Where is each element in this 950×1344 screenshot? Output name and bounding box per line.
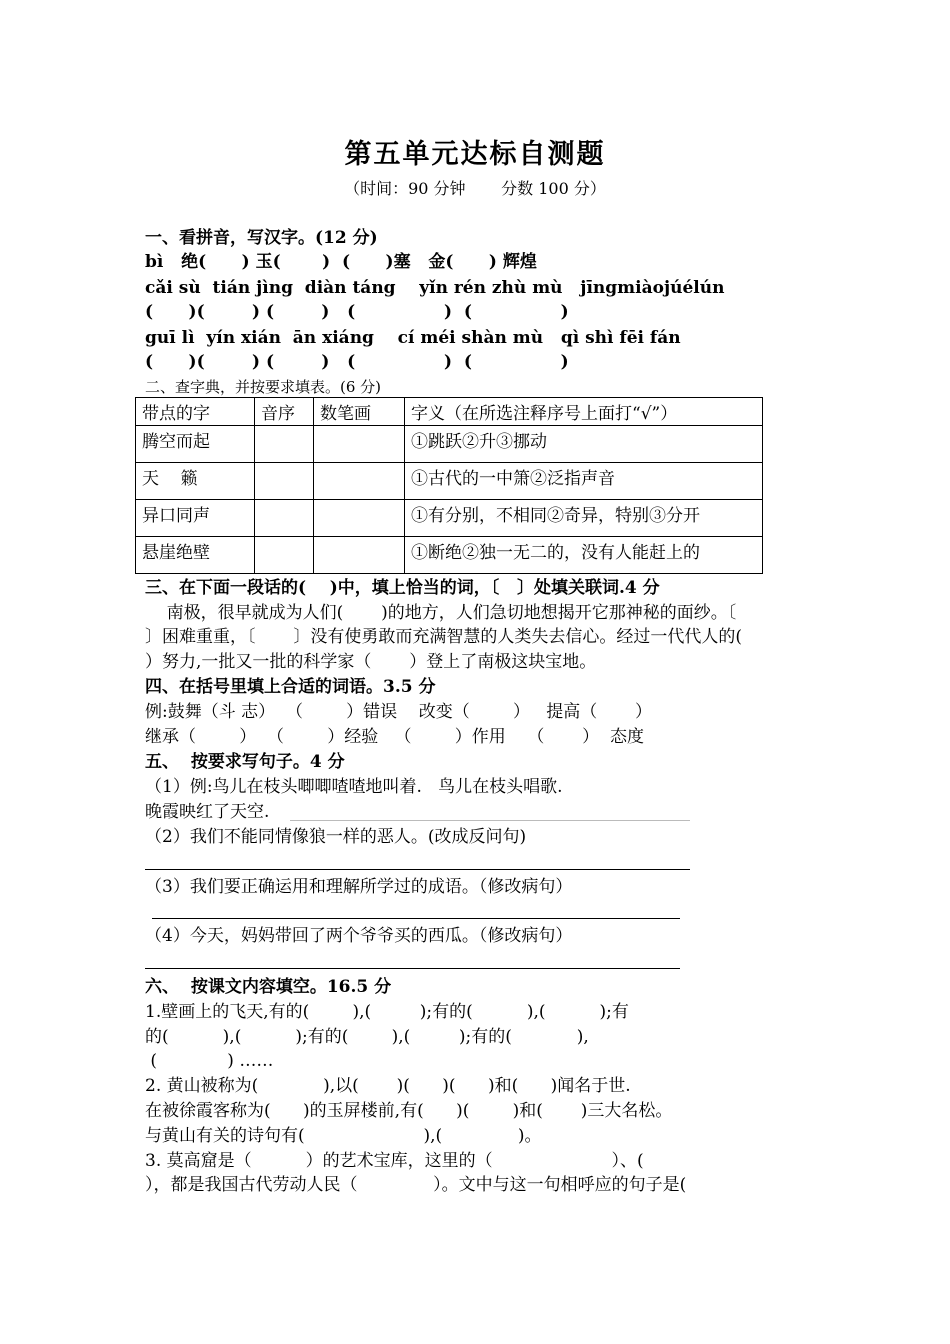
table-cell: 腾空而起 xyxy=(136,426,255,463)
answer-line[interactable] xyxy=(145,968,680,969)
section6-line2: 的( ),( );有的( ),( );有的( ), xyxy=(145,1027,589,1047)
table-cell[interactable] xyxy=(255,537,314,574)
section6-line4: 2. 黄山被称为( ),以( )( )( )和( )闻名于世. xyxy=(145,1076,631,1096)
table-header-cell: 数笔画 xyxy=(314,398,405,426)
table-row xyxy=(136,537,763,574)
section6-line8: ），都是我国古代劳动人民（ ）。文中与这一句相呼应的句子是( xyxy=(145,1175,687,1195)
section1-heading: 一、看拼音，写汉字。(12 分) xyxy=(145,228,378,248)
table-row xyxy=(136,500,763,537)
section6-line7: 3. 莫高窟是（ ）的艺术宝库，这里的（ ）、( xyxy=(145,1151,644,1171)
section4-line1: 例:鼓舞（斗 志） （ ）错误 改变（ ） 提高（ ） xyxy=(145,702,653,722)
section3-line3: ）努力,一批又一批的科学家（ ）登上了南极这块宝地。 xyxy=(145,652,597,672)
section3-line1: 南极，很早就成为人们( )的地方，人们急切地想揭开它那神秘的面纱。〔 xyxy=(145,603,737,623)
section3-line2: 〕困难重重，〔 〕没有使勇敢而充满智慧的人类失去信心。经过一代代人的( xyxy=(145,627,742,647)
section5-q3: （3）我们要正确运用和理解所学过的成语。（修改病句） xyxy=(145,877,573,897)
section1-line3: ( )( ) ( ) ( ) ( ) xyxy=(145,302,569,322)
table-cell: 异口同声 xyxy=(136,500,255,537)
table-cell[interactable] xyxy=(255,500,314,537)
table-cell[interactable] xyxy=(255,463,314,500)
table-header-cell: 字义（在所选注释序号上面打“√”） xyxy=(405,398,763,426)
section5-q2: （2）我们不能同情像狼一样的恶人。(改成反问句) xyxy=(145,827,527,847)
answer-line[interactable] xyxy=(152,918,680,919)
section1-line2: cǎi sù tián jìng diàn táng yǐn rén zhù mù jīngmiàojúélún xyxy=(145,278,725,298)
dictionary-table xyxy=(135,397,763,574)
page-subtitle: （时间：90 分钟 分数 100 分） xyxy=(344,179,606,198)
section5-q1: （1）例:鸟儿在枝头唧唧喳喳地叫着. 鸟儿在枝头唱歌. xyxy=(145,777,563,797)
section4-heading: 四、在括号里填上合适的词语。3.5 分 xyxy=(145,677,436,697)
section3-heading: 三、在下面一段话的( )中，填上恰当的词，〔 〕处填关联词.4 分 xyxy=(145,578,660,598)
section1-line1: bì 绝( ) 玉( ) ( )塞 金( ) 辉煌 xyxy=(145,252,537,272)
section6-line3: ( ) …… xyxy=(145,1051,274,1071)
table-header-cell: 音序 xyxy=(255,398,314,426)
answer-line[interactable] xyxy=(145,869,690,870)
table-cell[interactable] xyxy=(314,537,405,574)
section1-line4: guī lì yín xián ān xiáng cí méi shàn mù qì shì fēi fán xyxy=(145,328,681,348)
answer-line[interactable] xyxy=(290,820,690,821)
table-cell: ①有分别，不相同②奇异，特别③分开 xyxy=(405,500,763,537)
table-cell: 悬崖绝壁 xyxy=(136,537,255,574)
section4-line2: 继承（ ） （ ）经验 （ ）作用 （ ） 态度 xyxy=(145,727,644,747)
table-row xyxy=(136,426,763,463)
section5-heading: 五、 按要求写句子。4 分 xyxy=(145,752,345,772)
table-cell: ①断绝②独一无二的，没有人能赶上的 xyxy=(405,537,763,574)
page-title: 第五单元达标自测题 xyxy=(344,139,606,170)
table-cell[interactable] xyxy=(314,500,405,537)
section6-line6: 与黄山有关的诗句有( ),( )。 xyxy=(145,1126,542,1146)
section2-heading: 二、查字典，并按要求填表。(6 分) xyxy=(145,378,382,396)
table-cell[interactable] xyxy=(255,426,314,463)
section6-line5: 在被徐霞客称为( )的玉屏楼前,有( )( )和( )三大名松。 xyxy=(145,1101,673,1121)
table-cell[interactable] xyxy=(314,463,405,500)
table-cell: 天 籁 xyxy=(136,463,255,500)
section6-heading: 六、 按课文内容填空。16.5 分 xyxy=(145,977,392,997)
section6-line1: 1.壁画上的飞天,有的( ),( );有的( ),( );有 xyxy=(145,1002,629,1022)
table-cell: ①古代的一中箫②泛指声音 xyxy=(405,463,763,500)
table-row xyxy=(136,463,763,500)
table-cell: ①跳跃②升③挪动 xyxy=(405,426,763,463)
table-cell[interactable] xyxy=(314,426,405,463)
section5-q4: （4）今天，妈妈带回了两个爷爷买的西瓜。（修改病句） xyxy=(145,926,573,946)
section1-line5: ( )( ) ( ) ( ) ( ) xyxy=(145,352,569,372)
table-header-row xyxy=(136,398,763,426)
section5-q1-sentence: 晚霞映红了天空. xyxy=(145,802,270,822)
table-header-cell: 带点的字 xyxy=(136,398,255,426)
